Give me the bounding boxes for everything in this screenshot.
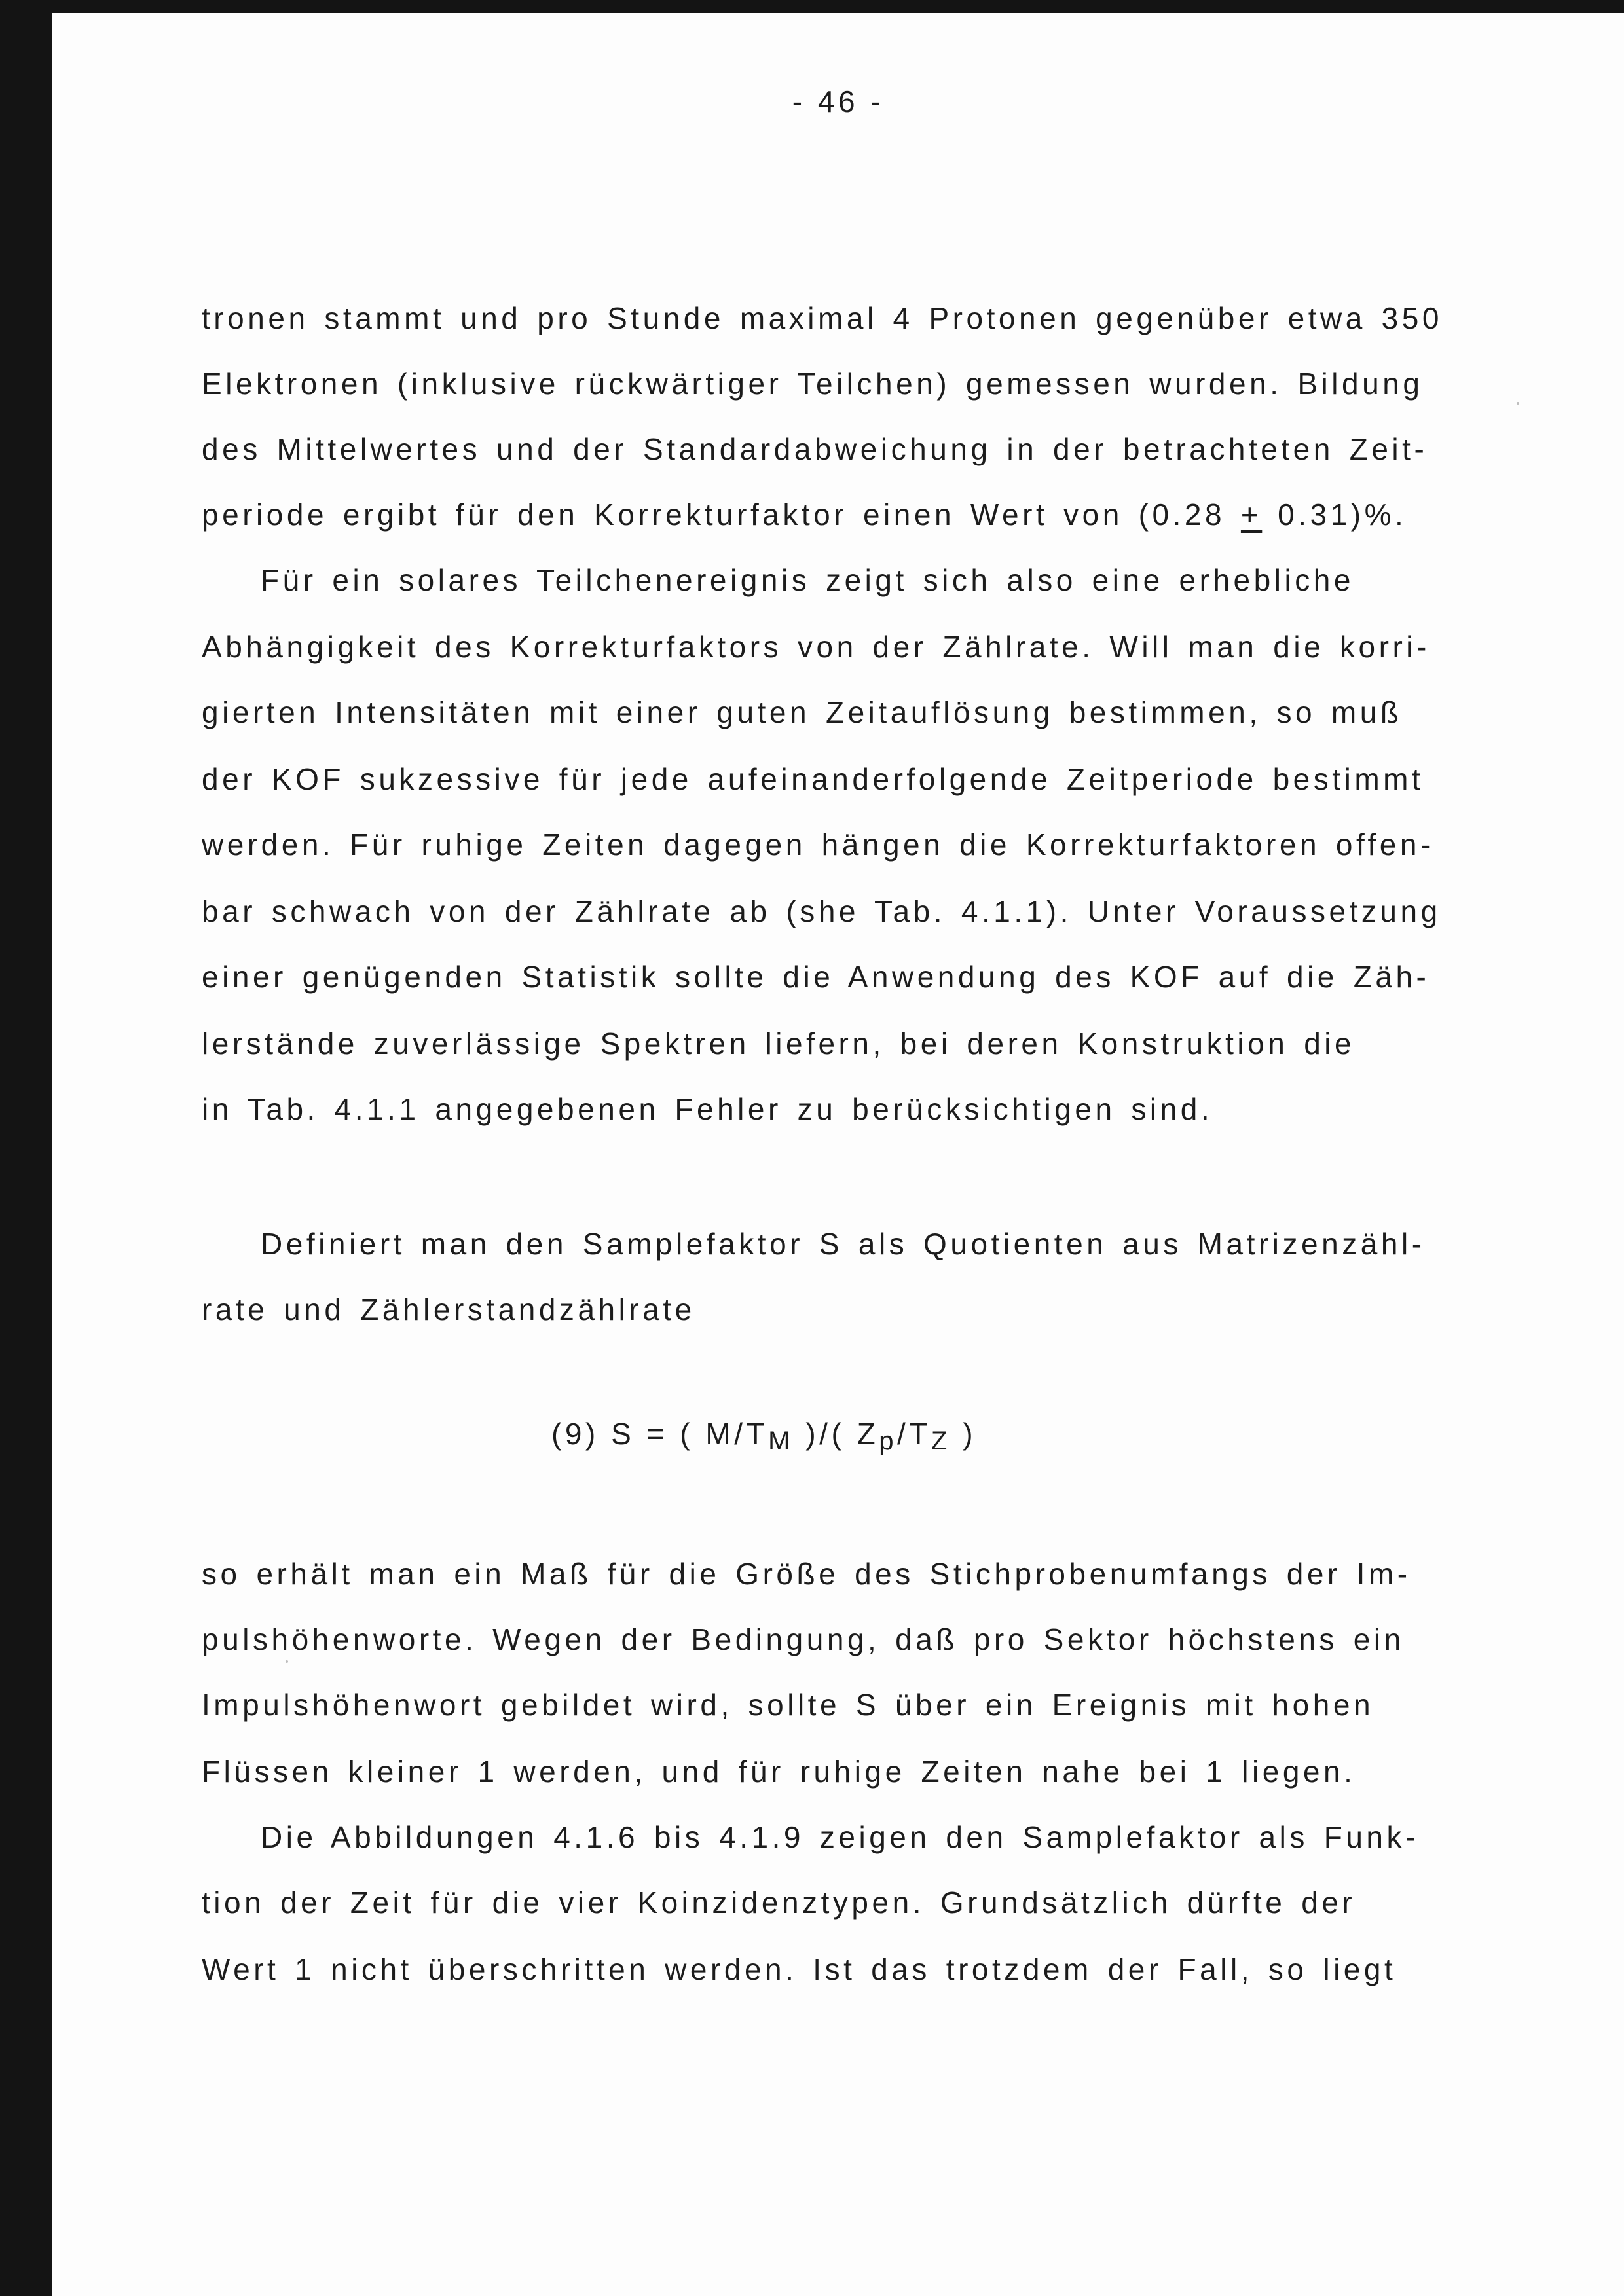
text-line: so erhält man ein Maß für die Größe des Stichprobenumfangs der Im- bbox=[202, 1557, 1411, 1591]
text-line: bar schwach von der Zählrate ab (she Tab. 4.1.1). Unter Voraussetzung bbox=[202, 894, 1441, 928]
text-segment: 0.31)%. bbox=[1262, 498, 1407, 532]
scan-speck bbox=[1517, 402, 1519, 405]
text-line: in Tab. 4.1.1 angegebenen Fehler zu berücksichtigen sind. bbox=[202, 1092, 1213, 1126]
text-line: Die Abbildungen 4.1.6 bis 4.1.9 zeigen den Samplefaktor als Funk- bbox=[261, 1820, 1419, 1854]
text-line: werden. Für ruhige Zeiten dagegen hängen die Korrekturfaktoren offen- bbox=[202, 828, 1434, 862]
text-line: einer genügenden Statistik sollte die Anwendung des KOF auf die Zäh- bbox=[202, 960, 1430, 994]
text-line: tion der Zeit für die vier Koinzidenztypen. Grundsätzlich dürfte der bbox=[202, 1886, 1356, 1920]
text-line: tronen stammt und pro Stunde maximal 4 Protonen gegenüber etwa 350 bbox=[202, 301, 1443, 335]
formula-subscript: Z bbox=[931, 1427, 951, 1455]
text-line: Elektronen (inklusive rückwärtiger Teilchen) gemessen wurden. Bildung bbox=[202, 367, 1424, 401]
formula-text: ) bbox=[950, 1417, 977, 1451]
text-line: des Mittelwertes und der Standardabweichung in der betrachteten Zeit- bbox=[202, 432, 1428, 466]
scan-speck bbox=[286, 1660, 288, 1663]
formula-subscript: p bbox=[879, 1427, 897, 1455]
text-line: pulshöhenworte. Wegen der Bedingung, daß pro Sektor höchstens ein bbox=[202, 1622, 1405, 1656]
text-line: der KOF sukzessive für jede aufeinanderfolgende Zeitperiode bestimmt bbox=[202, 762, 1424, 796]
text-line: gierten Intensitäten mit einer guten Zeitauflösung bestimmen, so muß bbox=[202, 695, 1403, 729]
text-line: Definiert man den Samplefaktor S als Quotienten aus Matrizenzähl- bbox=[261, 1227, 1426, 1261]
text-line: Wert 1 nicht überschritten werden. Ist das trotzdem der Fall, so liegt bbox=[202, 1952, 1397, 1986]
text-line: rate und Zählerstandzählrate bbox=[202, 1292, 695, 1326]
formula-subscript: M bbox=[768, 1427, 794, 1455]
formula-text: (9) S = ( M/T bbox=[551, 1417, 769, 1451]
text-line: Impulshöhenwort gebildet wird, sollte S über ein Ereignis mit hohen bbox=[202, 1688, 1375, 1722]
formula-text: )/( Z bbox=[794, 1417, 879, 1451]
formula-text: /T bbox=[897, 1417, 931, 1451]
plus-minus-symbol: + bbox=[1240, 498, 1263, 532]
document-page bbox=[52, 13, 1624, 2296]
page-number: - 46 - bbox=[792, 84, 885, 118]
text-line: Abhängigkeit des Korrekturfaktors von der Zählrate. Will man die korri- bbox=[202, 630, 1430, 664]
text-line: Flüssen kleiner 1 werden, und für ruhige Zeiten nahe bei 1 liegen. bbox=[202, 1755, 1356, 1789]
text-line: lerstände zuverlässige Spektren liefern, bei deren Konstruktion die bbox=[202, 1027, 1356, 1061]
text-line: Für ein solares Teilchenereignis zeigt sich also eine erhebliche bbox=[261, 563, 1354, 597]
equation-9 bbox=[551, 1414, 976, 1455]
text-line bbox=[202, 495, 1407, 534]
text-segment: periode ergibt für den Korrekturfaktor einen Wert von (0.28 bbox=[202, 498, 1241, 532]
